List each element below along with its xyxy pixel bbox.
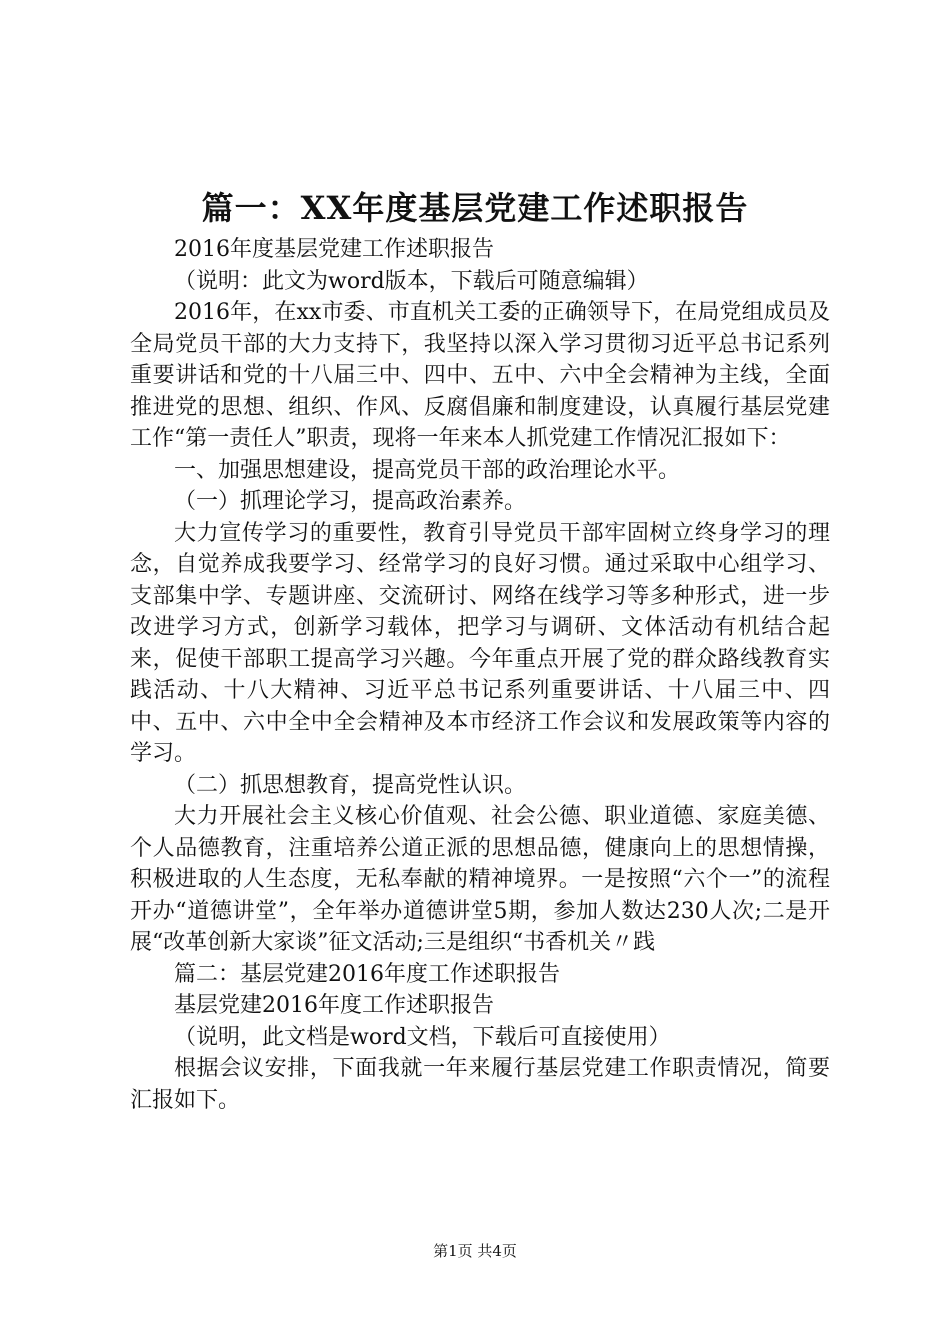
- subsection-heading-1: （一）抓理论学习，提高政治素养。: [174, 489, 527, 514]
- part-two-intro: 根据会议安排，下面我就一年来履行基层党建工作职责情况，简要汇报如下。: [130, 1056, 830, 1113]
- page-number-footer: 第1页 共4页: [433, 1242, 517, 1260]
- paragraph-note: （说明：此文为word版本，下载后可随意编辑）: [174, 268, 649, 294]
- paragraph-subtitle: 2016年度基层党建工作述职报告: [174, 237, 494, 262]
- document-body: [130, 234, 830, 1116]
- section-heading-1: 一、加强思想建设，提高党员干部的政治理论水平。: [174, 457, 681, 483]
- paragraph-ideological-education: 大力开展社会主义核心价值观、社会公德、职业道德、家庭美德、个人品德教育，注重培养公道正派的思想品德，健康向上的思想情操，积极进取的人生态度，无私奉献的精神境界。一是按照“六个一”的流程开办“道德讲堂”，全年举办道德讲堂5期，参加人数达230人次;二是开展“改革创新大家谈”征文活动;三是组织“书香机关〃践: [130, 804, 830, 955]
- paragraph-intro: 2016年，在xx市委、市直机关工委的正确领导下，在局党组成员及全局党员干部的大力支持下，我坚持以深入学习贯彻习近平总书记系列重要讲话和党的十八届三中、四中、五中、六中全会精神为主线，全面推进党的思想、组织、作风、反腐倡廉和制度建设，认真履行基层党建工作“第一责任人”职责，现将一年来本人抓党建工作情况汇报如下：: [130, 300, 830, 451]
- document-title: 篇一：XX年度基层党建工作述职报告: [201, 189, 749, 227]
- part-two-heading: 篇二：基层党建2016年度工作述职报告: [174, 961, 560, 987]
- paragraph-theory-study: 大力宣传学习的重要性，教育引导党员干部牢固树立终身学习的理念，自觉养成我要学习、经常学习的良好习惯。通过采取中心组学习、支部集中学、专题讲座、交流研讨、网络在线学习等多种形式，进一步改进学习方式，创新学习载体，把学习与调研、文体活动有机结合起来，促使干部职工提高学习兴趣。今年重点开展了党的群众路线教育实践活动、十八大精神、习近平总书记系列重要讲话、十八届三中、四中、五中、六中全中全会精神及本市经济工作会议和发展政策等内容的学习。: [130, 520, 830, 766]
- part-two-subtitle: 基层党建2016年度工作述职报告: [174, 993, 494, 1018]
- subsection-heading-2: （二）抓思想教育，提高党性认识。: [174, 772, 527, 798]
- part-two-note: （说明，此文档是word文档，下载后可直接使用）: [174, 1024, 671, 1050]
